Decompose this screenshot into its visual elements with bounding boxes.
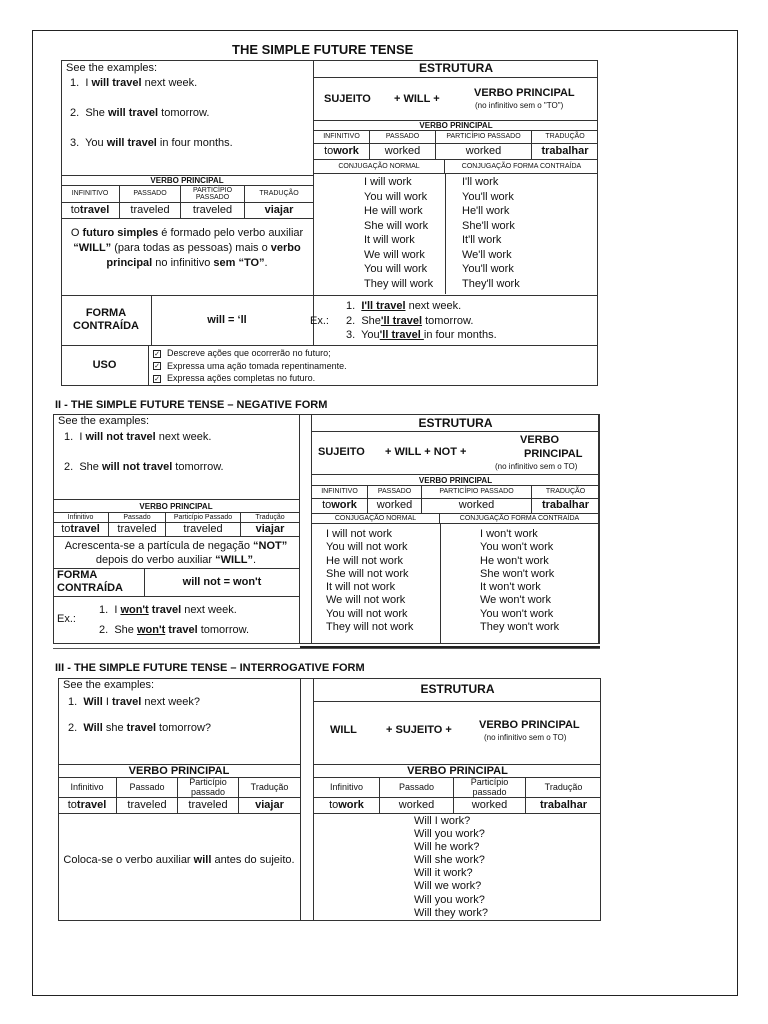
section2-examples: See the examples: 1. I will not travel next week. 2. She will not travel tomorrow.	[58, 415, 298, 473]
list-item: You will work	[364, 190, 428, 203]
divider	[300, 678, 301, 921]
conj-divider	[445, 174, 446, 294]
list-item: We'll work	[462, 248, 512, 261]
conj-normal-list	[364, 175, 433, 291]
example-1: 1. Will I travel next week?	[68, 696, 201, 708]
list-item: You won't work	[480, 541, 554, 554]
list-item: We won't work	[480, 594, 551, 607]
section1-examples	[66, 62, 306, 149]
list-item: I won't work	[480, 528, 538, 540]
list-item: Will she work?	[414, 854, 485, 867]
vp-header-right: VERBO PRINCIPAL	[312, 474, 599, 486]
list-item: They will not work	[326, 621, 414, 634]
list-item: It will not work	[326, 581, 396, 594]
list-item: They will work	[364, 277, 434, 290]
list-item: 1. I'll travel next week.	[346, 300, 462, 312]
list-item: She will work	[364, 219, 429, 232]
estrutura-header: ESTRUTURA	[314, 60, 598, 78]
list-item: They won't work	[480, 621, 560, 634]
infinitivo-note: (no infinitivo sem o "TO")	[475, 101, 564, 110]
travel-row: to travel traveled traveled viajar	[61, 203, 313, 219]
sujeito-label: SUJEITO	[324, 93, 371, 105]
list-item: Will we work?	[414, 880, 482, 893]
list-item: 2. She won't travel tomorrow.	[99, 624, 250, 636]
examples-label: See the examples:	[66, 62, 158, 74]
list-item: Will I work?	[414, 815, 471, 827]
list-item: She'll work	[462, 219, 515, 232]
conj-normal-list	[326, 528, 413, 634]
vp-columns-right: INFINITIVO PASSADO PARTICÍPIO PASSADO TRADUÇÃO	[312, 486, 599, 499]
vp-header-left: VERBO PRINCIPAL	[58, 764, 300, 778]
example-2: 2. She will travel tomorrow.	[70, 107, 210, 119]
list-item: You won't work	[480, 607, 554, 620]
list-item: 1. I won't travel next week.	[99, 604, 237, 616]
vp-columns-right: INFINITIVO PASSADO PARTICÍPIO PASSADO TRADUÇÃO	[314, 131, 598, 144]
list-item: We will work	[364, 248, 425, 261]
list-item: He won't work	[480, 554, 549, 567]
will-contraction: will = ‘ll	[207, 314, 247, 326]
estrutura-formula: WILL + SUJEITO + VERBO PRINCIPAL (no infinitivo sem o TO)	[330, 719, 580, 742]
estrutura-formula: SUJEITO + WILL + NOT + VERBO PRINCIPAL (no infinitivo sem o TO)	[318, 434, 583, 471]
checkbox-icon: ✓	[154, 350, 160, 358]
list-item: Will they work?	[414, 906, 488, 919]
uso-label: USO	[61, 345, 149, 386]
section3-examples: See the examples: 1. Will I travel next week? 2. Will she travel tomorrow?	[63, 679, 303, 734]
list-item: I will work	[364, 176, 412, 188]
list-item: He will work	[364, 205, 423, 217]
forma-contraida-label: FORMA CONTRAÍDA	[53, 568, 145, 596]
section1-title: THE SIMPLE FUTURE TENSE	[232, 42, 414, 57]
list-item: He will not work	[326, 554, 404, 567]
forma-contraida-label: FORMA CONTRAÍDA	[61, 295, 152, 345]
wont-contraction: will not = won't	[182, 576, 262, 588]
section3-description: Coloca-se o verbo auxiliar will antes do sujeito.	[63, 854, 295, 866]
list-item: Will you work?	[414, 828, 485, 841]
list-item: ✓ Descreve ações que ocorrerão no futuro;	[154, 348, 331, 358]
section3-title: III - THE SIMPLE FUTURE TENSE – INTERROGATIVE FORM	[55, 662, 365, 674]
example-2: 2. Will she travel tomorrow?	[68, 722, 212, 734]
conj-headers: CONJUGAÇÃO NORMAL CONJUGAÇÃO FORMA CONTRAÍDA	[314, 160, 598, 174]
vp-header-right: VERBO PRINCIPAL	[314, 764, 601, 778]
ex-label: Ex.:	[310, 315, 329, 327]
list-item: You will work	[364, 263, 428, 275]
list-item: They'll work	[462, 277, 520, 290]
contracted-examples	[346, 299, 497, 343]
example-2: 2. She will not travel tomorrow.	[64, 461, 224, 473]
list-item: It won't work	[480, 581, 541, 594]
list-item: He'll work	[462, 205, 510, 217]
list-item: We will not work	[326, 594, 406, 607]
list-item: She will not work	[326, 567, 409, 580]
vp-columns-left: INFINITIVO PASSADO PARTICÍPIO PASSADO TRADUÇÃO	[61, 186, 313, 203]
list-item: Will he work?	[414, 841, 480, 854]
list-item: You'll work	[462, 263, 514, 275]
verbo-principal-label: VERBO PRINCIPAL	[474, 87, 575, 99]
work-row: to work worked worked trabalhar	[312, 499, 599, 514]
list-item: It will work	[364, 234, 415, 246]
list-item: 3. You'll travel in four months.	[346, 329, 497, 341]
estrutura-formula	[314, 78, 598, 120]
checkbox-icon: ✓	[154, 375, 160, 383]
vp-columns-left: Infinitivo Passado Particípio Passado Tradução	[53, 513, 299, 523]
list-item: You'll work	[462, 190, 514, 203]
estrutura-header: ESTRUTURA	[312, 414, 599, 432]
list-item: Will you work?	[414, 893, 485, 906]
will-label: + WILL +	[394, 93, 440, 105]
list-item: I'll work	[462, 176, 499, 188]
section2-description: Acrescenta-se a partícula de negação “NOT” depois do verbo auxiliar “WILL”.	[64, 540, 288, 566]
conj-contracted-list	[462, 175, 520, 291]
list-item: You will not work	[326, 541, 408, 554]
vp-columns-right: Infinitivo Passado Particípio passado Tradução	[314, 778, 601, 798]
section-rule	[53, 648, 600, 649]
vp-header-left: VERBO PRINCIPAL	[61, 175, 313, 186]
list-item: It'll work	[462, 234, 502, 246]
questions-list	[414, 815, 488, 920]
example-1: 1. I will not travel next week.	[64, 431, 212, 443]
list-item: You will not work	[326, 607, 408, 620]
checkbox-icon: ✓	[154, 363, 160, 371]
section2-title: II - THE SIMPLE FUTURE TENSE – NEGATIVE FORM	[55, 399, 328, 411]
conj-headers: CONJUGAÇÃO NORMAL CONJUGAÇÃO FORMA CONTRAÍDA	[312, 514, 599, 524]
conj-divider	[440, 524, 441, 644]
estrutura-header: ESTRUTURA	[314, 678, 601, 702]
section1-description: O futuro simples é formado pelo verbo auxiliar “WILL” (para todas as pessoas) mais o verbo principal no infinitivo sem “TO”.	[70, 227, 304, 269]
travel-row: to travel traveled traveled viajar	[53, 523, 299, 537]
vp-header-left: VERBO PRINCIPAL	[53, 499, 299, 513]
vp-columns-left: Infinitivo Passado Particípio passado Tradução	[58, 778, 300, 798]
conj-contracted-list	[480, 528, 559, 634]
divider	[299, 414, 300, 644]
example-1: 1. I will travel next week.	[70, 77, 198, 89]
example-3: 3. You will travel in four months.	[70, 137, 233, 149]
work-row: to work worked worked trabalhar	[314, 144, 598, 160]
work-row: to work worked worked trabalhar	[314, 798, 601, 814]
travel-row: to travel traveled traveled viajar	[58, 798, 300, 814]
vp-header-right: VERBO PRINCIPAL	[314, 120, 598, 131]
list-item: She won't work	[480, 567, 555, 580]
row-divider	[53, 596, 299, 597]
list-item: Will it work?	[414, 867, 473, 880]
list-item: ✓ Expressa ações completas no futuro.	[154, 373, 316, 383]
uso-list	[153, 347, 347, 385]
contracted-examples	[99, 600, 249, 640]
list-item: ✓ Expressa uma ação tomada repentinamente.	[154, 360, 347, 371]
list-item: I will not work	[326, 528, 393, 540]
list-item: 2. She'll travel tomorrow.	[346, 314, 474, 327]
ex-label: Ex.:	[57, 613, 76, 625]
